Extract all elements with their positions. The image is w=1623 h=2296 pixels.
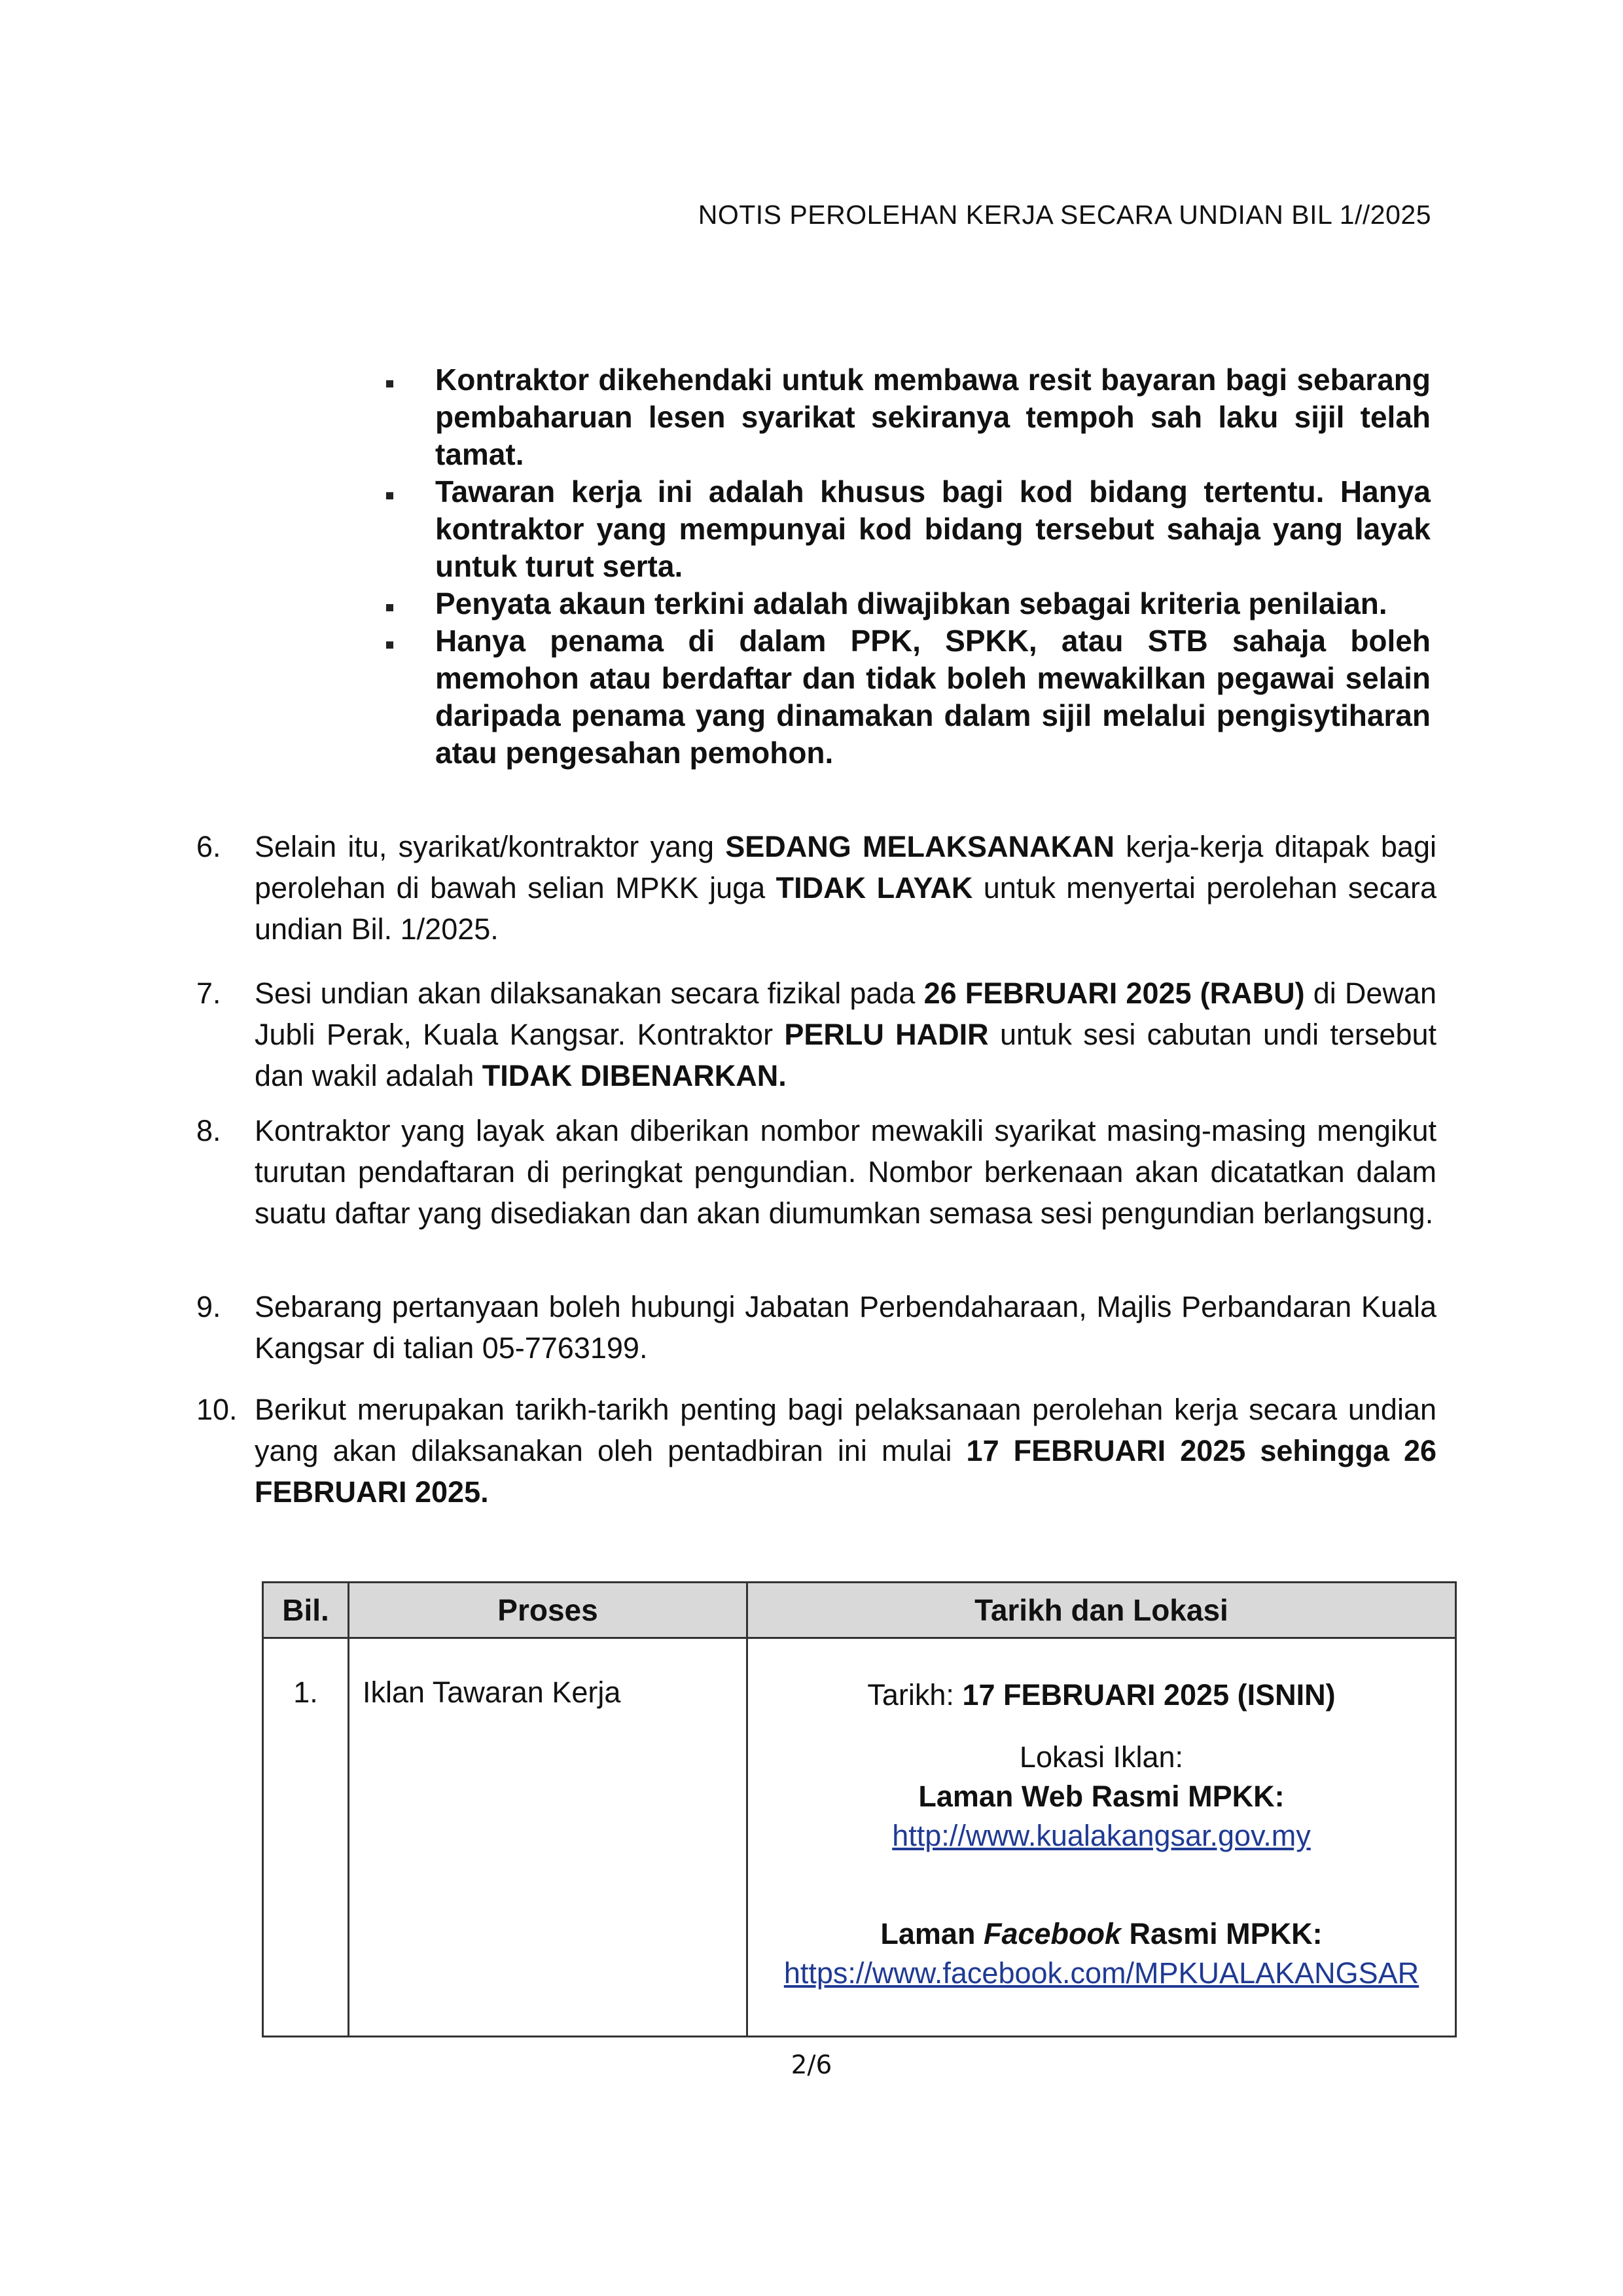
italic-text: Facebook [983,1917,1122,1950]
page-number: 2/6 [791,2051,832,2080]
facebook-link[interactable]: https://www.facebook.com/MPKUALAKANGSAR [783,1956,1419,1990]
paragraph-body [255,826,1436,950]
tarikh-label: Tarikh: [867,1678,963,1712]
text-run: Sesi undian akan dilaksanakan secara fizikal pada [255,977,924,1010]
list-item [386,622,1431,772]
bold-text: PERLU HADIR [784,1018,989,1051]
paragraph-7 [196,973,1436,1096]
paragraph-number: 8. [196,1114,221,1147]
bullet-text: Hanya penama di dalam PPK, SPKK, atau STB sahaja boleh memohon atau berdaftar dan tidak boleh mewakilkan pegawai selain daripada penama yang dinamakan dalam sijil melalui pengisytiharan atau pengesahan pemohon. [435,624,1431,770]
web-label: Laman Web Rasmi MPKK: [918,1780,1285,1813]
text-run: Selain itu, syarikat/kontraktor yang [255,830,726,863]
cell-tarikh-lokasi [747,1638,1456,2037]
text-run: untuk menyertai perolehan secara undian Bil. 1/2025. [255,871,1437,946]
paragraph-body [255,973,1436,1096]
page-header: NOTIS PEROLEHAN KERJA SECARA UNDIAN BIL 1//2025 [698,200,1431,230]
table-row [263,1638,1456,2037]
table-header-row [263,1583,1456,1638]
bullet-text: Tawaran kerja ini adalah khusus bagi kod bidang tertentu. Hanya kontraktor yang mempunyai kod bidang tersebut sahaja yang layak untuk turut serta. [435,475,1431,583]
bold-text: TIDAK DIBENARKAN. [482,1059,787,1092]
paragraph-10 [196,1389,1436,1513]
list-item [386,361,1431,473]
paragraph-number: 7. [196,977,221,1010]
requirements-list [386,361,1431,772]
tarikh-value: 17 FEBRUARI 2025 (ISNIN) [962,1678,1336,1712]
bullet-text: Kontraktor dikehendaki untuk membawa resit bayaran bagi sebarang pembaharuan lesen syarikat sekiranya tempoh sah laku sijil telah tamat. [435,363,1431,471]
bullet-icon [386,380,393,387]
website-link[interactable]: http://www.kualakangsar.gov.my [892,1819,1311,1852]
paragraph-number: 6. [196,830,221,863]
tarikh-line [748,1676,1455,1715]
bullet-icon [386,492,393,499]
bullet-text: Penyata akaun terkini adalah diwajibkan sebagai kriteria penilaian. [435,586,1387,620]
text-run: di Dewan Jubli Perak, Kuala Kangsar. Kontraktor [255,977,1436,1051]
text-run: untuk sesi cabutan undi tersebut dan wakil adalah [255,1018,1437,1092]
paragraph-number: 10. [196,1393,238,1426]
paragraph-body: Sebarang pertanyaan boleh hubungi Jabatan Perbendaharaan, Majlis Perbandaran Kuala Kangsar di talian 05-7763199. [255,1290,1436,1365]
paragraph-body: Kontraktor yang layak akan diberikan nombor mewakili syarikat masing-masing mengikut turutan pendaftaran di peringkat pengundian. Nombor berkenaan akan dicatatkan dalam suatu daftar yang disediakan dan akan diumumkan semasa sesi pengundian berlangsung. [255,1114,1436,1230]
list-item [386,585,1431,622]
paragraph-body [255,1389,1436,1513]
bold-text: 17 FEBRUARI 2025 sehingga 26 FEBRUARI 2025. [255,1434,1436,1509]
cell-bil: 1. [263,1638,349,2037]
bullet-icon [386,641,393,649]
column-header-bil: Bil. [263,1583,349,1638]
text-run: Laman [880,1917,984,1950]
lokasi-label: Lokasi Iklan: [1019,1740,1184,1774]
text-run: kerja-kerja ditapak bagi perolehan di bawah selian MPKK juga [255,830,1436,905]
bold-text: SEDANG MELAKSANAKAN [725,830,1115,863]
paragraph-8 [196,1110,1436,1234]
cell-proses: Iklan Tawaran Kerja [349,1638,747,2037]
paragraph-6 [196,826,1436,950]
text-run: Berikut merupakan tarikh-tarikh penting bagi pelaksanaan perolehan kerja secara undian yang akan dilaksanakan oleh pentadbiran ini mulai [255,1393,1436,1467]
dates-table [262,1581,1457,2037]
bold-text: TIDAK LAYAK [776,871,973,905]
paragraph-9 [196,1286,1436,1369]
column-header-tarikh: Tarikh dan Lokasi [747,1583,1456,1638]
bold-text: 26 FEBRUARI 2025 (RABU) [923,977,1305,1010]
facebook-label [748,1914,1455,1954]
paragraph-number: 9. [196,1290,221,1323]
list-item [386,473,1431,585]
bullet-icon [386,604,393,611]
text-run: Rasmi MPKK: [1121,1917,1323,1950]
column-header-proses: Proses [349,1583,747,1638]
